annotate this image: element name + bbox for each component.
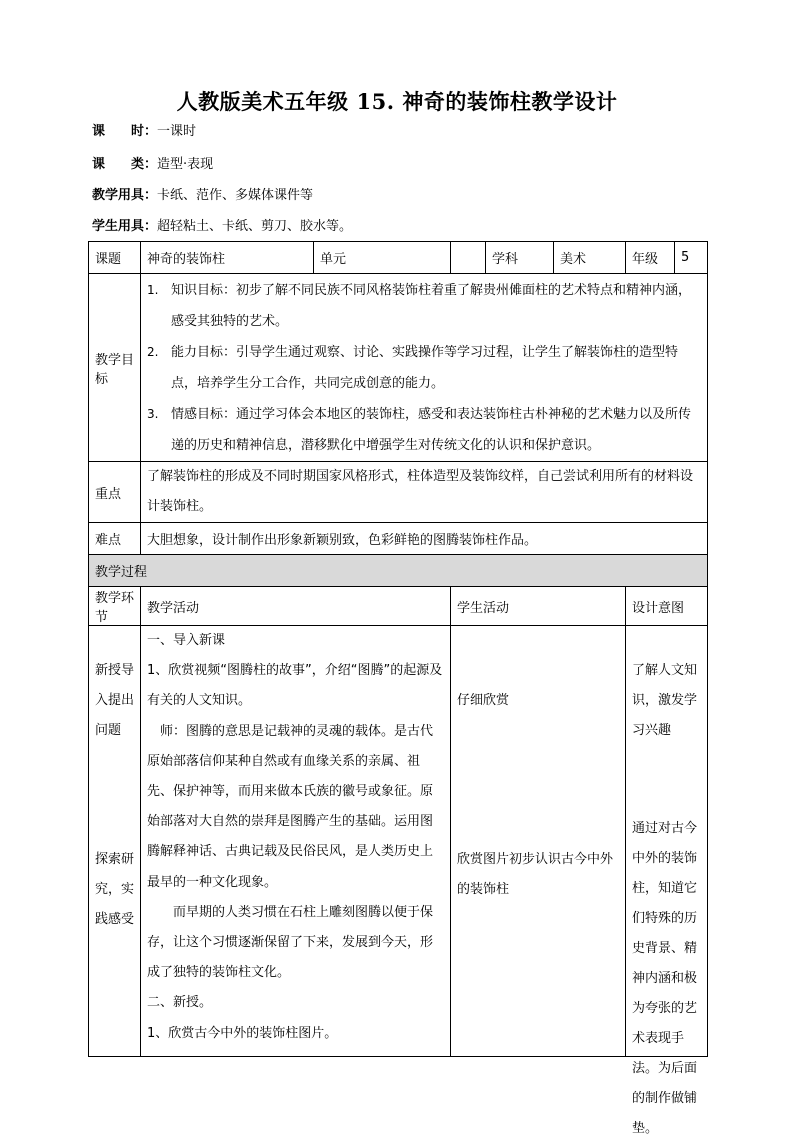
goal-number: 3. (147, 406, 159, 421)
stage-explore: 探索研究，实践感受 (95, 852, 135, 927)
process-body-row (89, 626, 708, 1057)
key-point-label: 重点 (89, 462, 141, 523)
meta-hours-label: 课 时： (92, 124, 158, 139)
activity-heading-intro: 一、导入新课 (147, 633, 226, 648)
meta-teaching-tools-value: 卡纸、范作、多媒体课件等 (157, 188, 314, 203)
intent-cell (626, 626, 708, 1136)
activity-appreciate: 1、欣赏古今中外的装饰柱图片。 (147, 1025, 338, 1041)
difficulty-row (89, 523, 708, 555)
meta-student-tools-value: 超轻粘土、卡纸、剪刀、胶水等。 (157, 219, 353, 234)
meta-type (92, 157, 213, 173)
header-stage-text: 教学环节 (95, 591, 135, 625)
unit-label: 单元 (314, 242, 451, 274)
process-label: 教学过程 (89, 555, 708, 587)
topic-label: 课题 (89, 242, 141, 274)
header-stage (89, 587, 141, 626)
goals-cell (141, 274, 708, 462)
meta-student-tools-label: 学生用具： (92, 219, 158, 234)
header-intent: 设计意图 (626, 587, 708, 626)
goals-label: 教学目标 (89, 274, 141, 462)
meta-hours (92, 124, 196, 140)
goals-list (147, 275, 701, 461)
difficulty-label: 难点 (89, 523, 141, 555)
activity-heading-new: 二、新授。 (147, 995, 213, 1011)
goal-number: 2. (147, 344, 159, 359)
header-student: 学生活动 (451, 587, 626, 626)
meta-teaching-tools (92, 188, 313, 204)
subject-value: 美术 (554, 242, 626, 274)
goal-item (147, 275, 701, 337)
goal-text: 情感目标：通过学习体会本地区的装饰柱，感受和表达装饰柱古朴神秘的艺术魅力以及所传递的历史和精神信息，潜移默化中增强学生对传统文化的认识和保护意识。 (171, 406, 692, 453)
subject-label: 学科 (486, 242, 554, 274)
process-header-row (89, 587, 708, 626)
intent-explore: 通过对古今中外的装饰柱，知道它们特殊的历史背景、精神内涵和极为夸张的艺术表现手法。为后面的制作做铺垫。 (632, 821, 698, 1136)
grade-value: 5 (675, 242, 708, 274)
activity-video: 1、欣赏视频“图腾柱的故事”，介绍“图腾”的起源及有关的人文知识。 (147, 663, 443, 709)
unit-value (451, 242, 486, 274)
student-cell (451, 626, 626, 1057)
activity-history: 而早期的人类习惯在石柱上雕刻图腾以便于保存，让这个习惯逐渐保留了下来，发展到今天，形成了独特的装饰柱文化。 (147, 904, 434, 981)
meta-type-value: 造型·表现 (157, 157, 214, 172)
goal-text: 能力目标：引导学生通过观察、讨论、实践操作等学习过程，让学生了解装饰柱的造型特点，培养学生分工合作，共同完成创意的能力。 (171, 344, 679, 391)
goal-item (147, 337, 701, 399)
page-title: 人教版美术五年级 15. 神奇的装饰柱教学设计 (176, 89, 618, 114)
student-activity-recognize: 欣赏图片初步认识古今中外的装饰柱 (457, 852, 614, 897)
lesson-plan-table (88, 241, 708, 1136)
key-point-text: 了解装饰柱的形成及不同时期国家风格形式，柱体造型及装饰纹样，自己尝试利用所有的材料设计装饰柱。 (141, 462, 708, 523)
process-row (89, 555, 708, 587)
goal-item (147, 399, 701, 461)
meta-hours-value: 一课时 (157, 124, 197, 139)
goal-number: 1. (147, 282, 159, 297)
info-row (89, 242, 708, 274)
activity-teacher-talk: 师：图腾的意思是记载神的灵魂的载体。是古代原始部落信仰某种自然或有血缘关系的亲属、祖先、保护神等，而用来做本氏族的徽号或象征。原始部落对大自然的崇拜是图腾产生的基础。运用图腾解释神话、古典记载及民俗民风，是人类历史上最早的一种文化现象。 (147, 723, 434, 890)
grade-label: 年级 (626, 242, 675, 274)
stage-cell (89, 626, 141, 1057)
goals-row (89, 274, 708, 462)
activity-cell (141, 626, 451, 1057)
meta-teaching-tools-label: 教学用具： (92, 188, 158, 203)
key-point-row (89, 462, 708, 523)
goal-text: 知识目标：初步了解不同民族不同风格装饰柱着重了解贵州傩面柱的艺术特点和精神内涵，感受其独特的艺术。 (171, 282, 692, 329)
stage-intro: 新授导入提出问题 (95, 663, 135, 738)
header-activity: 教学活动 (141, 587, 451, 626)
meta-type-label: 课 类： (92, 157, 158, 172)
student-activity-watch: 仔细欣赏 (457, 693, 510, 708)
difficulty-text: 大胆想象，设计制作出形象新颖别致，色彩鲜艳的图腾装饰柱作品。 (141, 523, 708, 555)
meta-student-tools (92, 219, 352, 235)
intent-knowledge: 了解人文知识，激发学习兴趣 (632, 663, 698, 738)
topic-value: 神奇的装饰柱 (141, 242, 314, 274)
